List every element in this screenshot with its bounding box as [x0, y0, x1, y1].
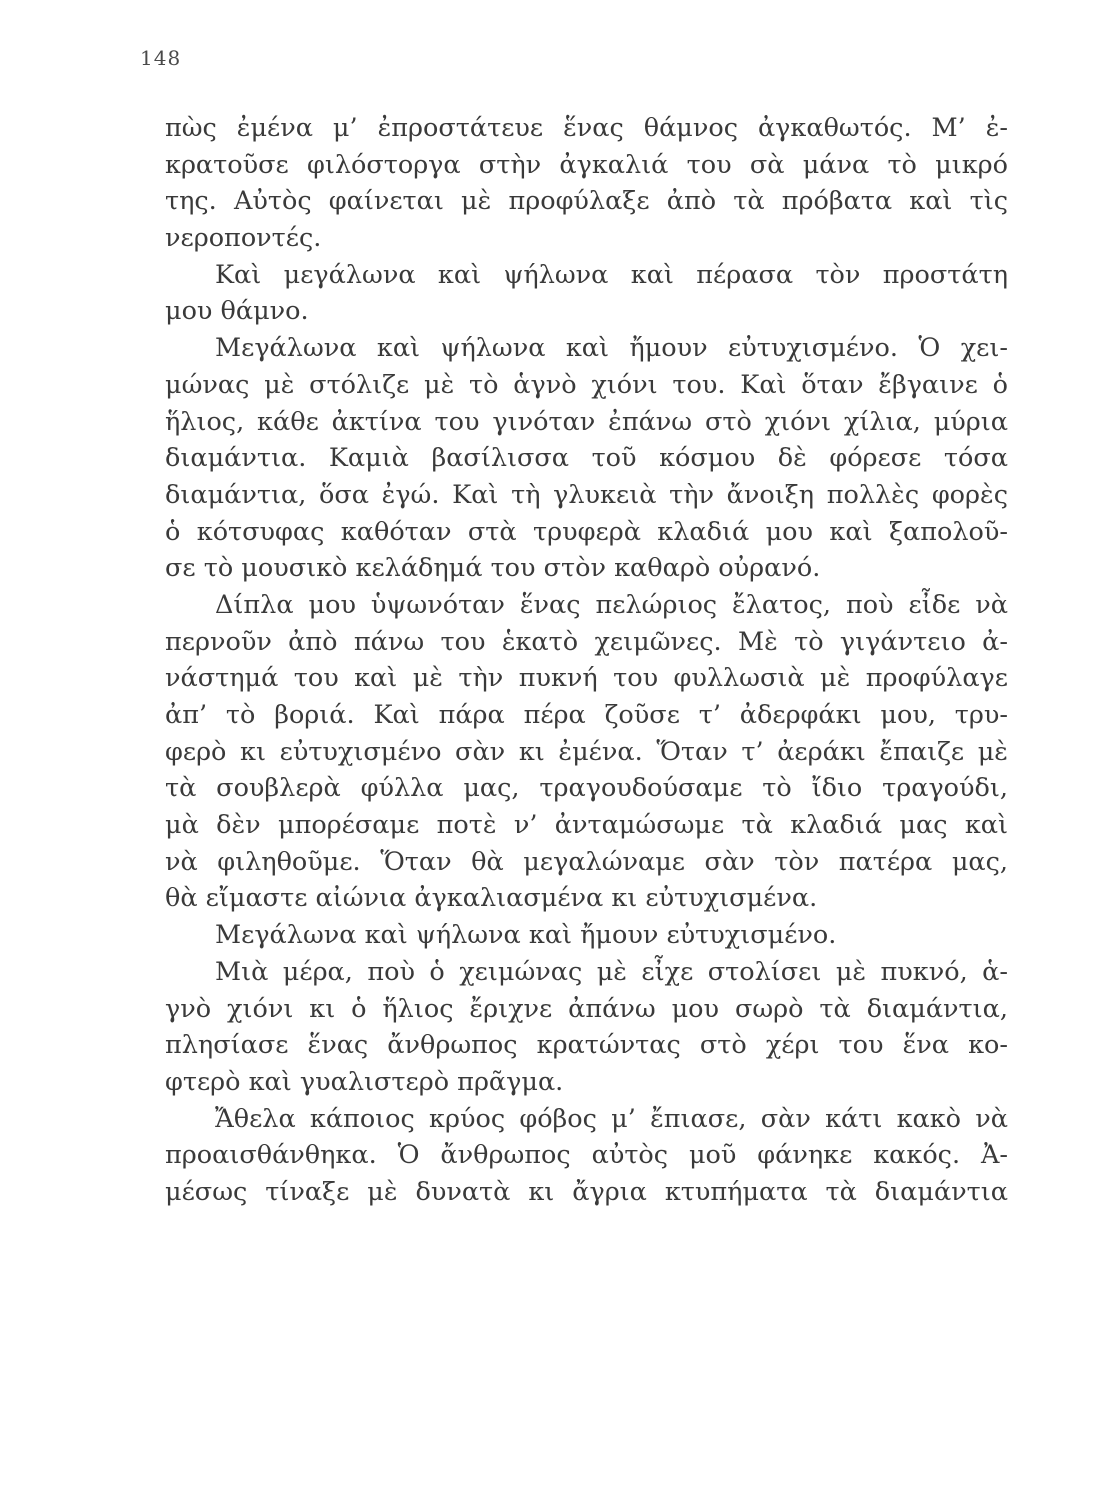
text-line: πλησίασε ἕνας ἄνθρωπος κρατώντας στὸ χέρι του ἕνα κο-	[165, 1030, 1008, 1061]
text-line: ὁ κότσυφας καθόταν στὰ τρυφερὰ κλαδιά μου καὶ ξαπολοῦ-	[165, 516, 1008, 547]
text-line: περνοῦν ἀπὸ πάνω του ἑκατὸ χειμῶνες. Μὲ τὸ γιγάντειο ἀ-	[165, 626, 1008, 657]
text-line: ἀπ’ τὸ βοριά. Καὶ πάρα πέρα ζοῦσε τ’ ἀδερφάκι μου, τρυ-	[165, 700, 1008, 730]
text-line: ἥλιος, κάθε ἀκτίνα του γινόταν ἐπάνω στὸ χιόνι χίλια, μύρια	[165, 406, 1008, 437]
book-text	[165, 110, 1008, 1211]
text-line: Μεγάλωνα καὶ ψήλωνα καὶ ἤμουν εὐτυχισμένο. Ὁ χει-	[215, 333, 1008, 364]
text-line: Δίπλα μου ὑψωνόταν ἕνας πελώριος ἔλατος, ποὺ εἶδε νὰ	[215, 589, 1008, 620]
text-line: νὰ φιληθοῦμε. Ὅταν θὰ μεγαλώναμε σὰν τὸν πατέρα μας,	[165, 846, 1008, 877]
text-line: μὰ δὲν μπορέσαμε ποτὲ ν’ ἀνταμώσωμε τὰ κλαδιά μας καὶ	[165, 810, 1008, 841]
text-line: Μεγάλωνα καὶ ψήλωνα καὶ ἤμουν εὐτυχισμένο.	[215, 920, 837, 951]
text-line: θὰ εἴμαστε αἰώνια ἀγκαλιασμένα κι εὐτυχισμένα.	[165, 883, 818, 914]
text-line: μώνας μὲ στόλιζε μὲ τὸ ἁγνὸ χιόνι του. Καὶ ὅταν ἔβγαινε ὁ	[165, 369, 1008, 400]
text-line: μου θάμνο.	[165, 296, 309, 327]
text-line: φερὸ κι εὐτυχισμένο σὰν κι ἐμένα. Ὅταν τ’ ἀεράκι ἔπαιζε μὲ	[165, 736, 1008, 767]
text-line: Καὶ μεγάλωνα καὶ ψήλωνα καὶ πέρασα τὸν προστάτη	[215, 259, 1008, 290]
text-line: πὼς ἐμένα μ’ ἐπροστάτευε ἕνας θάμνος ἀγκαθωτός. Μ’ ἐ-	[165, 113, 1008, 143]
text-line: σε τὸ μουσικὸ κελάδημά του στὸν καθαρὸ οὐρανό.	[165, 553, 821, 584]
text-line: Ἄθελα κάποιος κρύος φόβος μ’ ἔπιασε, σὰν κάτι κακὸ νὰ	[215, 1103, 1008, 1134]
text-line: προαισθάνθηκα. Ὁ ἄνθρωπος αὐτὸς μοῦ φάνηκε κακός. Ἀ-	[165, 1140, 1008, 1171]
text-line: κρατοῦσε φιλόστοργα στὴν ἀγκαλιά του σὰ μάνα τὸ μικρό	[165, 149, 1008, 180]
page-number: 148	[140, 46, 182, 70]
text-line: Μιὰ μέρα, ποὺ ὁ χειμώνας μὲ εἶχε στολίσει μὲ πυκνό, ἁ-	[215, 956, 1008, 987]
text-line: γνὸ χιόνι κι ὁ ἥλιος ἔριχνε ἀπάνω μου σωρὸ τὰ διαμάντια,	[165, 993, 1008, 1024]
text-line: της. Αὐτὸς φαίνεται μὲ προφύλαξε ἀπὸ τὰ πρόβατα καὶ τὶς	[165, 186, 1008, 217]
text-line: νεροποντές.	[165, 223, 322, 254]
text-line: μέσως τίναξε μὲ δυνατὰ κι ἄγρια κτυπήματα τὰ διαμάντια	[165, 1176, 1008, 1207]
text-line: διαμάντια. Καμιὰ βασίλισσα τοῦ κόσμου δὲ φόρεσε τόσα	[165, 443, 1008, 474]
text-line: τὰ σουβλερὰ φύλλα μας, τραγουδούσαμε τὸ ἴδιο τραγούδι,	[165, 773, 1008, 804]
text-line: διαμάντια, ὅσα ἐγώ. Καὶ τὴ γλυκειὰ τὴν ἄνοιξη πολλὲς φορὲς	[165, 479, 1008, 510]
text-line: φτερὸ καὶ γυαλιστερὸ πρᾶγμα.	[165, 1066, 564, 1097]
text-line: νάστημά του καὶ μὲ τὴν πυκνή του φυλλωσιὰ μὲ προφύλαγε	[165, 663, 1008, 694]
